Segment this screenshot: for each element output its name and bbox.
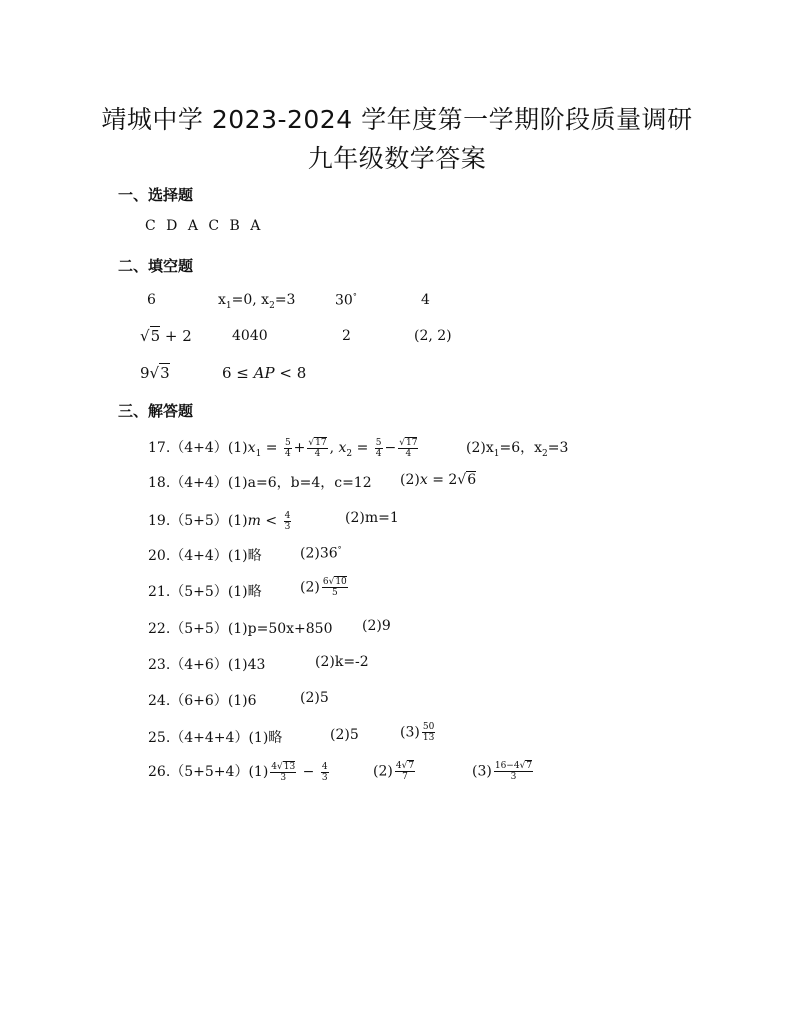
- solution-19: 19.（5+5）(1)m < $\frac{4}{3}$: [148, 510, 291, 532]
- solution-21-part2: (2) $\frac{6√10}{5}$: [300, 577, 347, 598]
- fill-answer-5: √5 + 2: [140, 327, 192, 345]
- section-fill-heading: 二、填空题: [118, 257, 194, 275]
- fill-answer-7: 2: [342, 328, 351, 344]
- solution-25-part3: (3) $\frac{50}{13}$: [400, 722, 435, 743]
- solution-26-part3: (3) $\frac{16-4√7}{3}$: [472, 761, 533, 782]
- solution-20-part2: (2)36°: [300, 545, 342, 562]
- solution-26: 26.（5+5+4）(1) $\frac{4√13}{3}$ − $\frac{4}{3}$: [148, 761, 328, 783]
- solution-19-part2: (2)m=1: [345, 510, 399, 526]
- fill-answer-3: 30°: [335, 292, 357, 309]
- solution-17-part2: $(2)x_1=6$，$x_2=3$: [466, 440, 569, 459]
- solution-21: 21.（5+5）(1)略: [148, 584, 262, 600]
- doc-subtitle: 九年级数学答案: [307, 144, 487, 173]
- doc-title: 靖城中学 2023-2024 学年度第一学期阶段质量调研: [101, 105, 693, 134]
- solution-17: $17.(4+4)(1)x_1$ = $\frac{5}{4}$ + $\frac{√17}{4}$ , $x_2$ = $\frac{5}{4}$ − $\frac{√17}{4}$: [148, 437, 418, 459]
- choice-answers: C D A C B A: [145, 218, 264, 234]
- fill-answer-8: (2, 2): [414, 328, 452, 344]
- section-solve-heading: 三、解答题: [118, 402, 194, 420]
- solution-26-part2: (2) $\frac{4√7}{7}$: [373, 761, 415, 782]
- solution-18-part2: (2)x = 2√6: [400, 472, 477, 488]
- solution-18: 18.（4+4）(1)a=6，b=4，c=12: [148, 475, 372, 491]
- fill-answer-4: 4: [421, 292, 430, 308]
- solution-24-part2: (2)5: [300, 690, 329, 706]
- solution-25-part2: (2)5: [330, 727, 359, 743]
- solution-23: 23.（4+6）(1)43: [148, 657, 266, 673]
- fill-answer-1: 6: [147, 292, 156, 308]
- solution-22: 22.（5+5）(1)p=50x+850: [148, 621, 333, 637]
- fill-answer-2: $x_1=0$, $x_2=3$: [218, 292, 296, 311]
- solution-25: 25.（4+4+4）(1)略: [148, 730, 283, 746]
- solution-23-part2: (2)k=-2: [315, 654, 369, 670]
- solution-20: 20.（4+4）(1)略: [148, 548, 262, 564]
- section-choice-heading: 一、选择题: [118, 186, 194, 204]
- fill-answer-6: 4040: [232, 328, 268, 344]
- fill-answer-9: 9√3: [140, 364, 170, 382]
- solution-22-part2: (2)9: [362, 618, 391, 634]
- solution-24: 24.（6+6）(1)6: [148, 693, 257, 709]
- fill-answer-10: 6 ≤ AP < 8: [222, 364, 307, 382]
